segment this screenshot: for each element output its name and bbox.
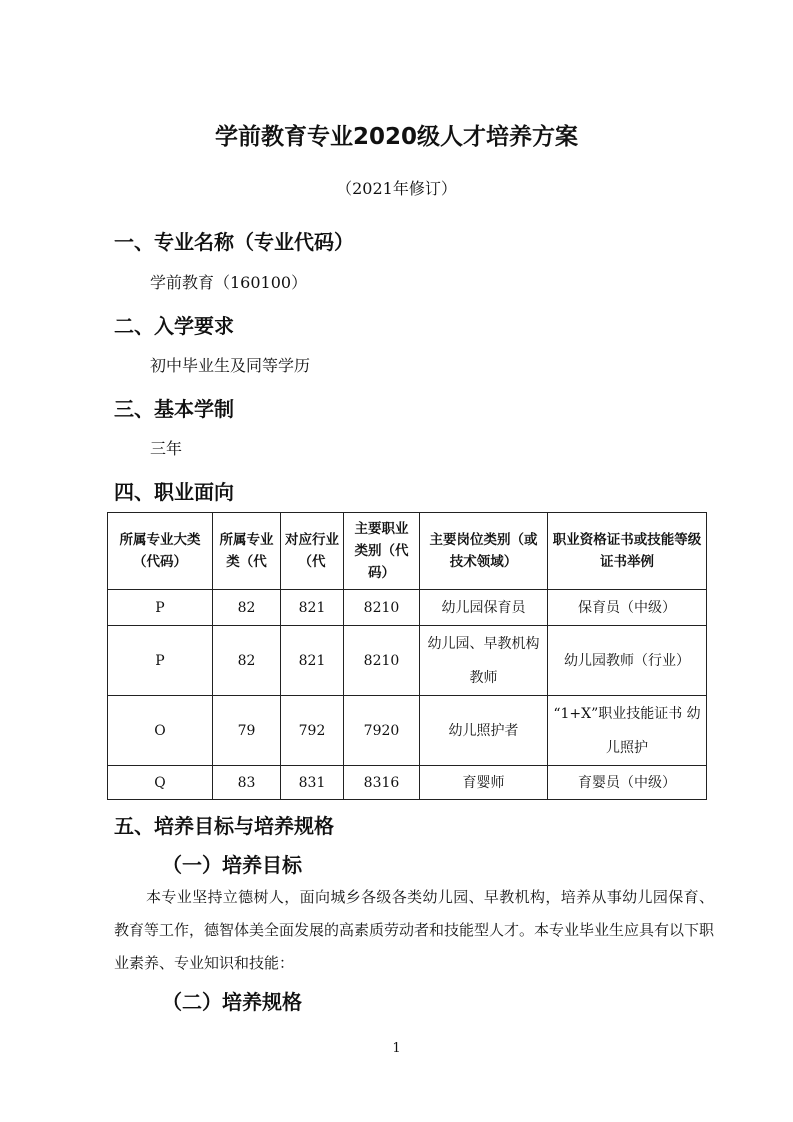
table-cell: 8210 <box>344 590 420 626</box>
section-4-heading: 四、职业面向 <box>114 480 234 504</box>
header-major-class: 所属专业类（代 <box>213 513 281 590</box>
table-cell: Q <box>108 766 213 800</box>
table-cell: 821 <box>281 626 344 696</box>
table-cell: 792 <box>281 696 344 766</box>
table-cell: 幼儿园教师（行业） <box>548 626 707 696</box>
header-major-category: 所属专业大类（代码） <box>108 513 213 590</box>
table-cell: 幼儿园保育员 <box>420 590 548 626</box>
table-cell: 821 <box>281 590 344 626</box>
section-3-heading: 三、基本学制 <box>114 397 234 421</box>
table-row <box>108 626 707 696</box>
table-cell: 82 <box>213 626 281 696</box>
document-title: 学前教育专业2020级人才培养方案 <box>214 124 578 150</box>
table-cell: 幼儿照护者 <box>420 696 548 766</box>
section-2-heading: 二、入学要求 <box>114 314 234 338</box>
section-1-body: 学前教育（160100） <box>150 273 308 292</box>
table-cell: 育婴员（中级） <box>548 766 707 800</box>
table-cell: “1+X”职业技能证书 幼儿照护 <box>548 696 707 766</box>
section-2-body: 初中毕业生及同等学历 <box>150 356 311 375</box>
table-cell: 8316 <box>344 766 420 800</box>
header-certificate: 职业资格证书或技能等级证书举例 <box>548 513 707 590</box>
table-cell: 8210 <box>344 626 420 696</box>
table-row <box>108 696 707 766</box>
table-row <box>108 766 707 800</box>
page-number: 1 <box>392 1041 401 1056</box>
section-5-subheading-goal: （一）培养目标 <box>162 853 302 877</box>
header-occupation: 主要职业类别（代码） <box>344 513 420 590</box>
section-5-subheading-spec: （二）培养规格 <box>162 990 302 1014</box>
table-cell: 83 <box>213 766 281 800</box>
section-1-heading: 一、专业名称（专业代码） <box>114 230 354 254</box>
table-cell: P <box>108 590 213 626</box>
table-cell: 7920 <box>344 696 420 766</box>
table-cell: 79 <box>213 696 281 766</box>
table-row <box>108 590 707 626</box>
training-goal-paragraph: 本专业坚持立德树人，面向城乡各级各类幼儿园、早教机构，培养从事幼儿园保育、教育等工作，德智体美全面发展的高素质劳动者和技能型人才。本专业毕业生应具有以下职业素养、专业知识和技能： <box>114 888 715 972</box>
document-subtitle: （2021年修订） <box>336 179 457 198</box>
table-cell: 幼儿园、早教机构教师 <box>420 626 548 696</box>
table-cell: P <box>108 626 213 696</box>
table-cell: 831 <box>281 766 344 800</box>
header-industry: 对应行业（代 <box>281 513 344 590</box>
table-cell: 82 <box>213 590 281 626</box>
table-cell: 保育员（中级） <box>548 590 707 626</box>
section-5-heading: 五、培养目标与培养规格 <box>114 814 334 838</box>
section-3-body: 三年 <box>150 439 183 458</box>
career-table <box>107 512 707 800</box>
table-cell: 育婴师 <box>420 766 548 800</box>
table-cell: O <box>108 696 213 766</box>
header-position: 主要岗位类别（或技术领域） <box>420 513 548 590</box>
table-header-row <box>108 513 707 590</box>
